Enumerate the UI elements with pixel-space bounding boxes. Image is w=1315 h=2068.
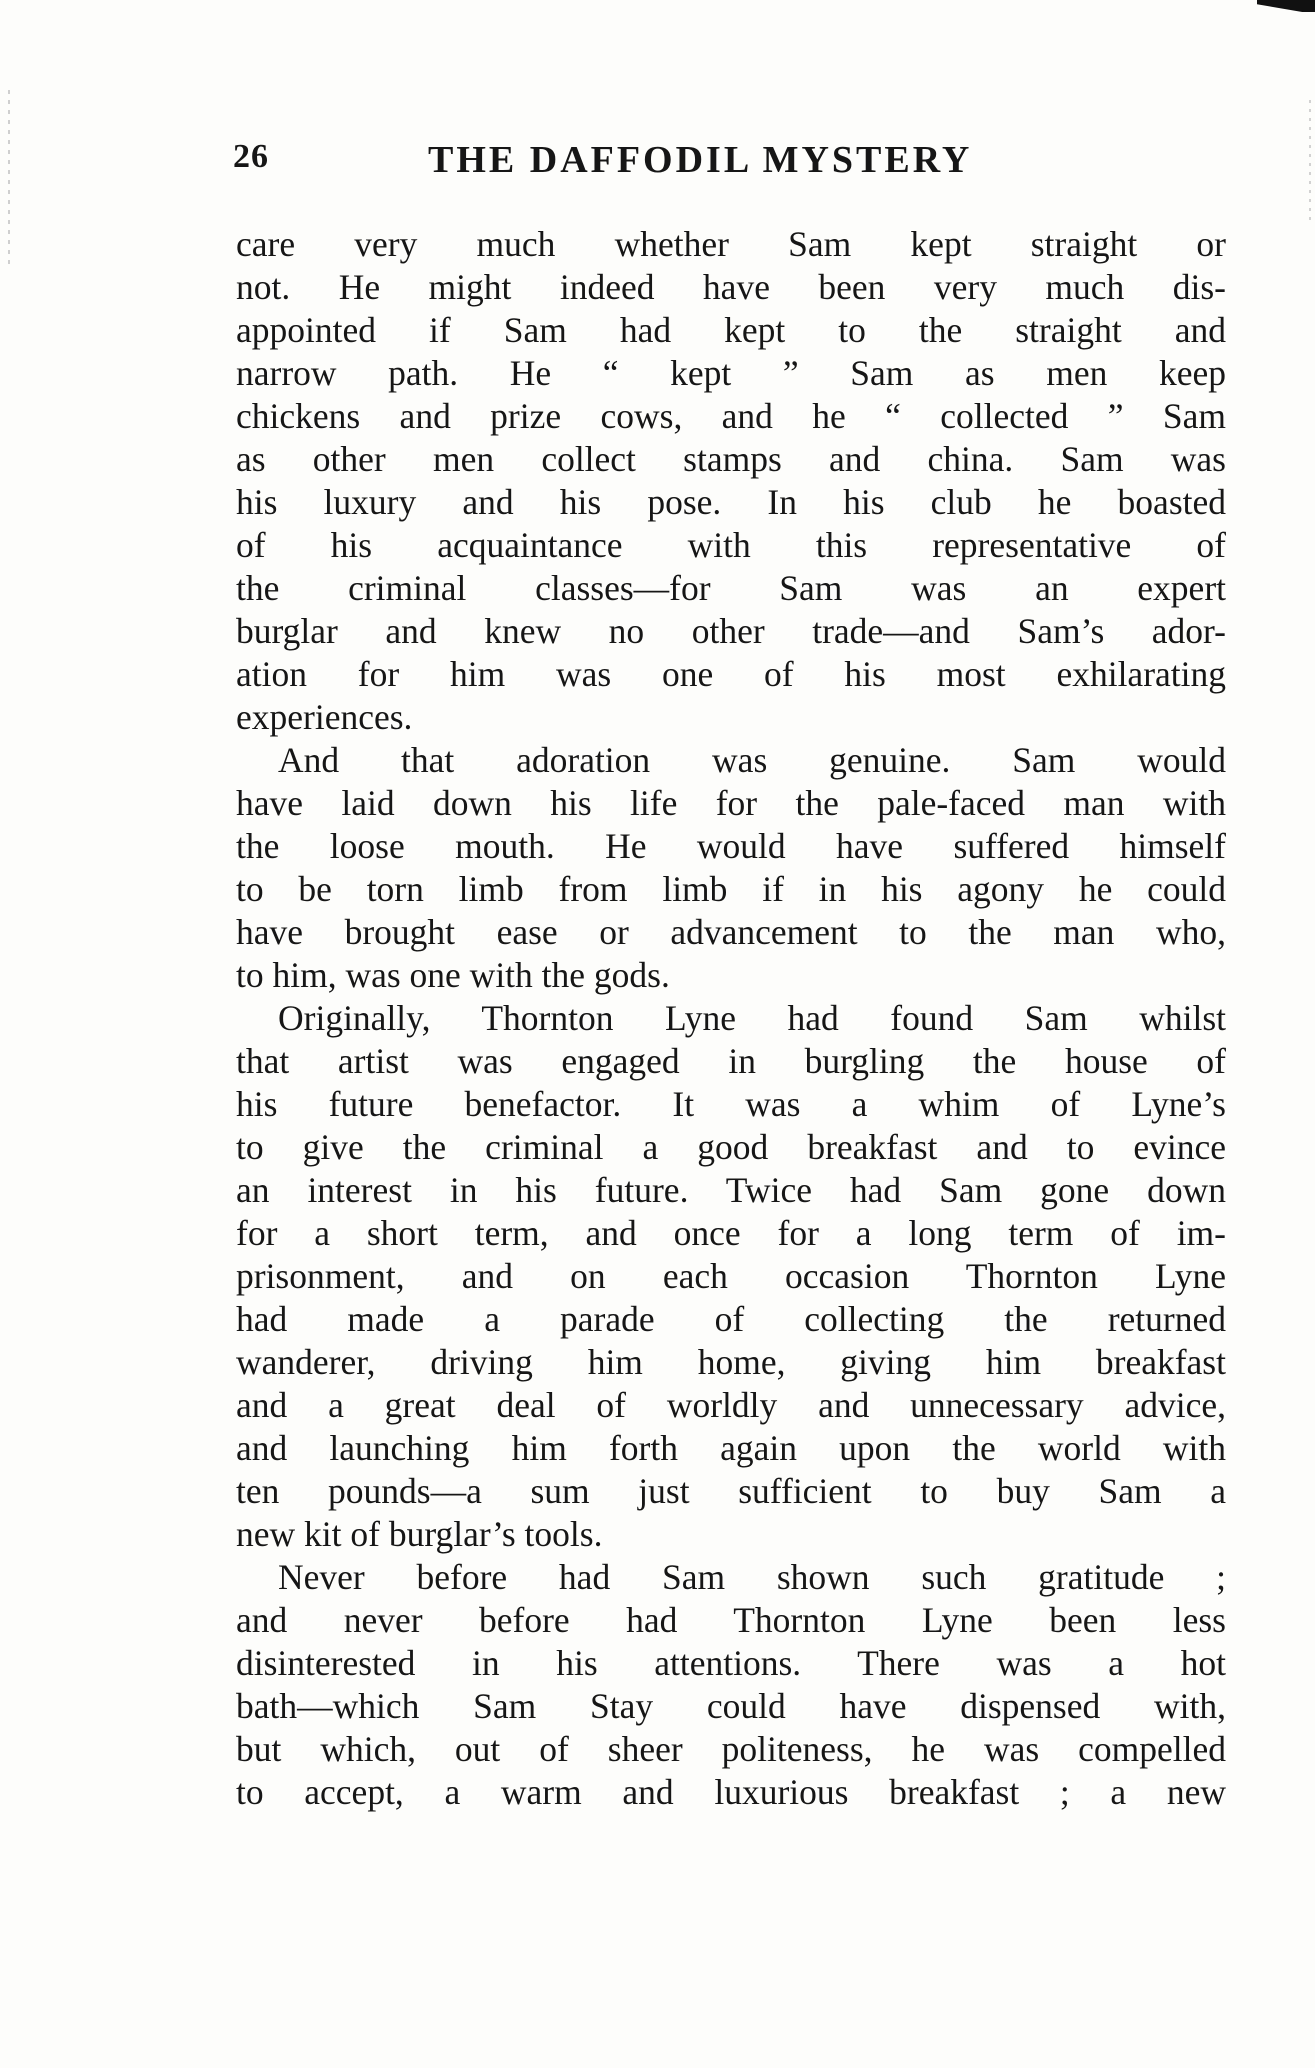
text-line: for a short term, and once for a long term of im- (236, 1213, 1226, 1253)
right-edge-mark (1309, 100, 1311, 220)
paragraph (236, 739, 1226, 997)
text-line: new kit of burglar’s tools. (236, 1514, 603, 1554)
paragraph (236, 223, 1226, 739)
text-line: but which, out of sheer politeness, he was compelled (236, 1729, 1226, 1769)
text-line: ation for him was one of his most exhilarating (236, 654, 1226, 694)
text-line: experiences. (236, 697, 413, 737)
text-line: have brought ease or advancement to the man who, (236, 912, 1226, 952)
text-line: burglar and knew no other trade—and Sam’s ador- (236, 611, 1226, 651)
text-line: had made a parade of collecting the returned (236, 1299, 1226, 1339)
body-text (236, 223, 1226, 1814)
text-line: narrow path. He “ kept ” Sam as men keep (236, 353, 1226, 393)
text-line: chickens and prize cows, and he “ collected ” Sam (236, 396, 1226, 436)
text-line: to accept, a warm and luxurious breakfast ; a new (236, 1772, 1226, 1812)
page-number: 26 (233, 138, 269, 175)
running-title: THE DAFFODIL MYSTERY (428, 139, 973, 181)
text-line: wanderer, driving him home, giving him breakfast (236, 1342, 1226, 1382)
text-line: bath—which Sam Stay could have dispensed with, (236, 1686, 1226, 1726)
paragraph (236, 1556, 1226, 1814)
text-line: not. He might indeed have been very much dis- (236, 267, 1226, 307)
corner-scan-mark (1257, 0, 1315, 12)
text-line: to be torn limb from limb if in his agony he could (236, 869, 1226, 909)
text-line: appointed if Sam had kept to the straight and (236, 310, 1226, 350)
running-header (233, 138, 1053, 184)
text-line: the loose mouth. He would have suffered himself (236, 826, 1226, 866)
text-line: and launching him forth again upon the world with (236, 1428, 1226, 1468)
left-edge-mark (8, 90, 10, 270)
text-line: to give the criminal a good breakfast and to evince (236, 1127, 1226, 1167)
text-line: his future benefactor. It was a whim of Lyne’s (236, 1084, 1226, 1124)
text-line: ten pounds—a sum just sufficient to buy Sam a (236, 1471, 1226, 1511)
text-line: of his acquaintance with this representative of (236, 525, 1226, 565)
text-line: and never before had Thornton Lyne been less (236, 1600, 1226, 1640)
text-line: an interest in his future. Twice had Sam gone down (236, 1170, 1226, 1210)
text-line: Never before had Sam shown such gratitude ; (278, 1557, 1226, 1597)
text-line: that artist was engaged in burgling the house of (236, 1041, 1226, 1081)
text-line: and a great deal of worldly and unnecessary advice, (236, 1385, 1226, 1425)
text-line: And that adoration was genuine. Sam would (278, 740, 1226, 780)
paragraph (236, 997, 1226, 1556)
text-line: prisonment, and on each occasion Thornton Lyne (236, 1256, 1226, 1296)
text-line: care very much whether Sam kept straight or (236, 224, 1226, 264)
text-line: his luxury and his pose. In his club he boasted (236, 482, 1226, 522)
text-line: to him, was one with the gods. (236, 955, 670, 995)
text-line: disinterested in his attentions. There was a hot (236, 1643, 1226, 1683)
text-line: the criminal classes—for Sam was an expert (236, 568, 1226, 608)
text-line: Originally, Thornton Lyne had found Sam whilst (278, 998, 1226, 1038)
text-line: have laid down his life for the pale-faced man with (236, 783, 1226, 823)
text-line: as other men collect stamps and china. Sam was (236, 439, 1226, 479)
